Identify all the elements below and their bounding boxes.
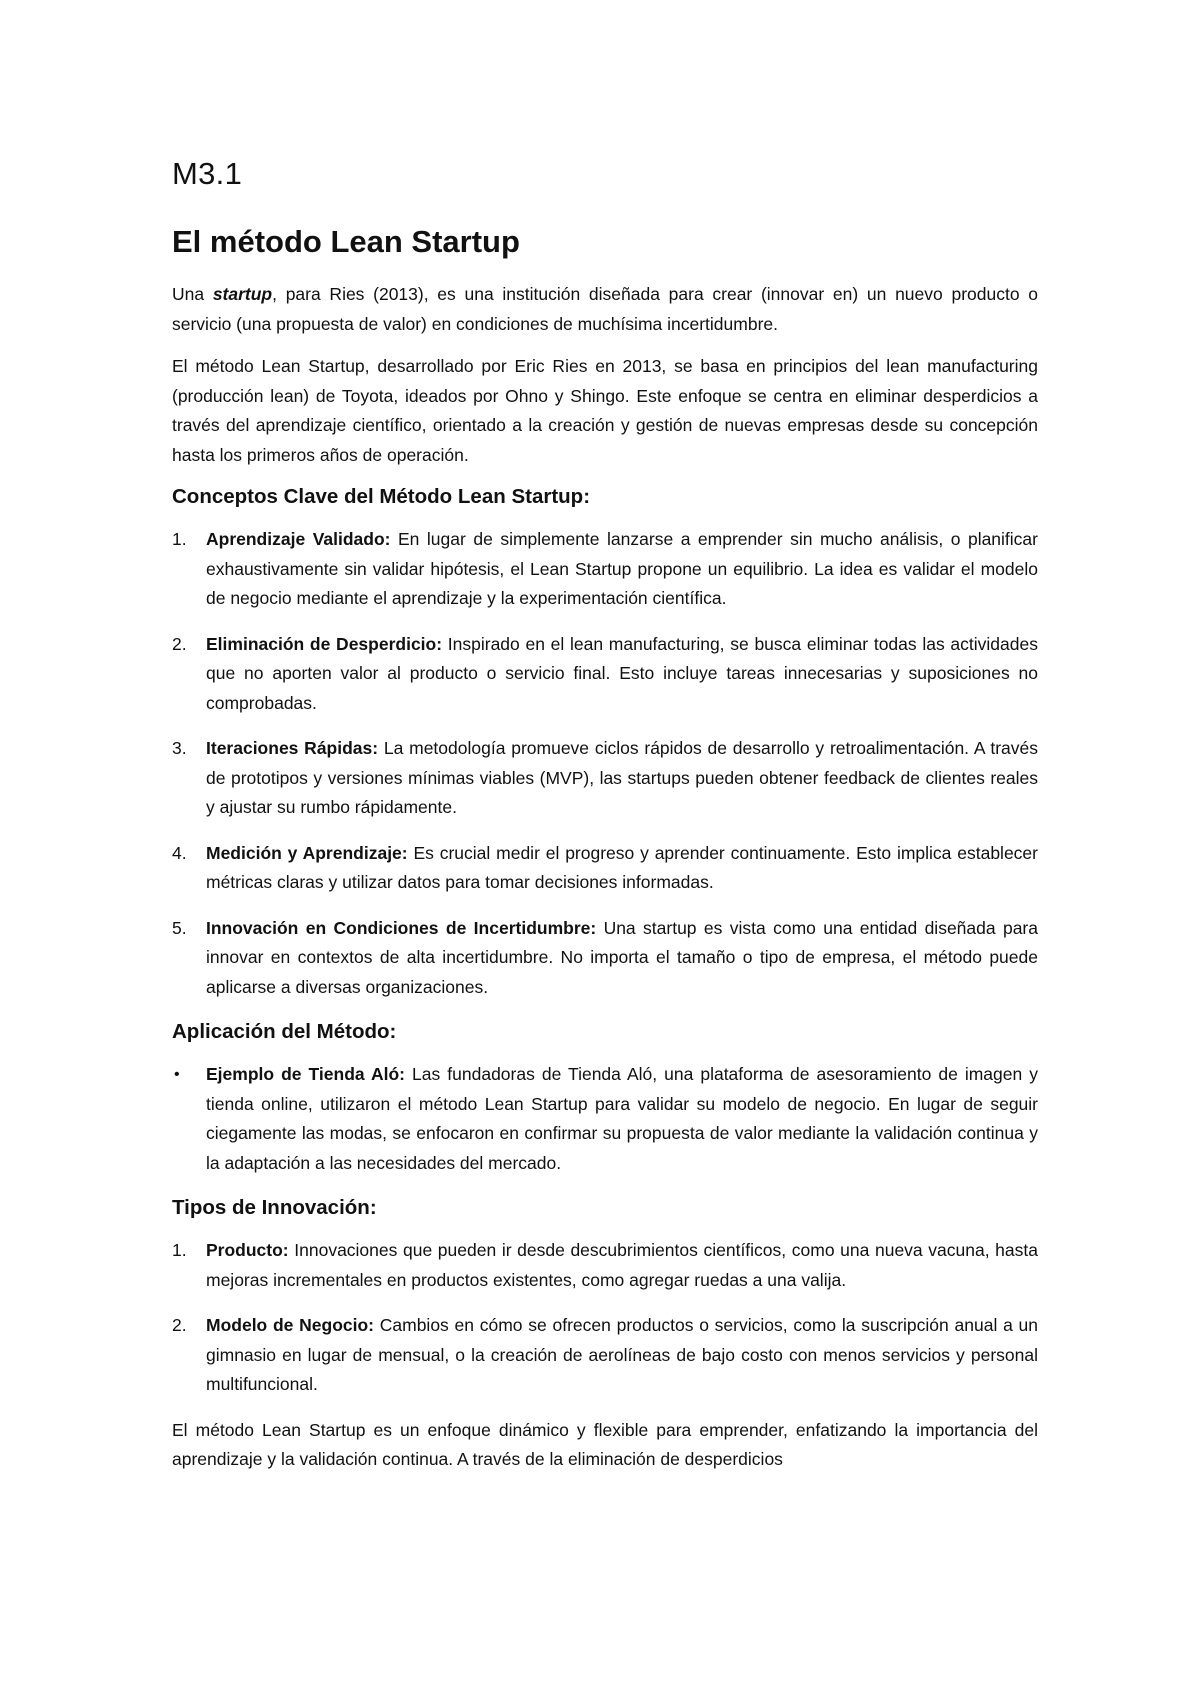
concept-item (172, 839, 1038, 898)
application-item (172, 1060, 1038, 1178)
conclusion-paragraph: El método Lean Startup es un enfoque dinámico y flexible para emprender, enfatizando la importancia del aprendizaje y la validación continua. A través de la eliminación de desperdicios (172, 1419, 1038, 1469)
intro-paragraph-2: El método Lean Startup, desarrollado por Eric Ries en 2013, se basa en principios del lean manufacturing (producción lean) de Toyota, ideados por Ohno y Shingo. Este enfoque se centra en eliminar desperdicios a través del aprendizaje científico, orientado a la creación y gestión de nuevas empresas desde su concepción hasta los primeros años de operación. (172, 356, 1038, 465)
application-list (172, 1060, 1038, 1178)
application-term: Ejemplo de Tienda Aló: (206, 1064, 406, 1084)
concept-item (172, 734, 1038, 823)
concept-term: Eliminación de Desperdicio: (206, 633, 443, 654)
concept-number: 2. (172, 633, 187, 654)
concept-number: 4. (172, 842, 187, 863)
innovation-text: Cambios en cómo se ofrecen productos o servicios, como la suscripción anual a un gimnasio en lugar de mensual, o la creación de aerolíneas de bajo costo con menos servicios y personal multifuncional. (206, 1315, 1039, 1394)
concept-item (172, 630, 1038, 719)
concept-number: 3. (172, 738, 187, 758)
innovation-term: Producto: (206, 1240, 289, 1260)
concept-text: Una startup es vista como una entidad diseñada para innovar en contextos de alta incertidumbre. No importa el tamaño o tipo de empresa, el método puede aplicarse a diversas organizaciones. (206, 917, 1038, 997)
concepts-heading: Conceptos Clave del Método Lean Startup: (172, 485, 591, 508)
concept-text: Es crucial medir el progreso y aprender continuamente. Esto implica establecer métricas claras y utilizar datos para tomar decisiones informadas. (206, 842, 1038, 892)
concept-number: 5. (172, 917, 187, 938)
document-title: El método Lean Startup (172, 224, 520, 259)
document-code: M3.1 (172, 156, 243, 191)
concept-text: En lugar de simplemente lanzarse a emprender sin mucho análisis, o planificar exhaustivamente sin validar hipótesis, el Lean Startup propone un equilibrio. La idea es validar el modelo de negocio mediante el aprendizaje y la experimentación científica. (206, 529, 1038, 608)
concept-text: La metodología promueve ciclos rápidos de desarrollo y retroalimentación. A través de prototipos y versiones mínimas viables (MVP), las startups pueden obtener feedback de clientes reales y ajustar su rumbo rápidamente. (206, 738, 1038, 817)
innovation-text: Innovaciones que pueden ir desde descubrimientos científicos, como una nueva vacuna, hasta mejoras incrementales en productos existentes, como agregar ruedas a una valija. (206, 1240, 1038, 1290)
innovation-item (172, 1311, 1038, 1400)
innovation-heading: Tipos de Innovación: (172, 1196, 377, 1219)
intro-p1-before: Una (172, 284, 213, 304)
innovation-number: 2. (172, 1315, 187, 1335)
concept-item (172, 914, 1038, 1003)
intro-paragraph-1 (172, 280, 1038, 339)
application-text: Las fundadoras de Tienda Aló, una plataforma de asesoramiento de imagen y tienda online, utilizaron el método Lean Startup para validar su modelo de negocio. En lugar de seguir ciegamente las modas, se enfocaron en confirmar su propuesta de valor mediante la validación continua y la adaptación a las necesidades del mercado. (206, 1064, 1038, 1173)
innovation-number: 1. (172, 1240, 187, 1260)
application-heading: Aplicación del Método: (172, 1020, 397, 1043)
concept-term: Innovación en Condiciones de Incertidumbre: (206, 917, 597, 938)
innovation-list (172, 1236, 1038, 1400)
concepts-list (172, 525, 1038, 1002)
document-page (172, 140, 1038, 1488)
intro-p1-after: , para Ries (2013), es una institución diseñada para crear (innovar en) un nuevo producto o servicio (una propuesta de valor) en condiciones de muchísima incertidumbre. (172, 284, 1038, 334)
startup-term: startup (212, 284, 273, 304)
concept-number: 1. (172, 529, 187, 549)
concept-term: Medición y Aprendizaje: (206, 842, 408, 863)
concept-term: Aprendizaje Validado: (206, 529, 391, 549)
concept-item (172, 525, 1038, 614)
innovation-item (172, 1236, 1038, 1295)
concept-text: Inspirado en el lean manufacturing, se busca eliminar todas las actividades que no aporten valor al producto o servicio final. Esto incluye tareas innecesarias y suposiciones no comprobadas. (206, 633, 1038, 713)
concept-term: Iteraciones Rápidas: (206, 738, 379, 758)
innovation-term: Modelo de Negocio: (206, 1315, 375, 1335)
bullet-icon: • (174, 1066, 180, 1083)
